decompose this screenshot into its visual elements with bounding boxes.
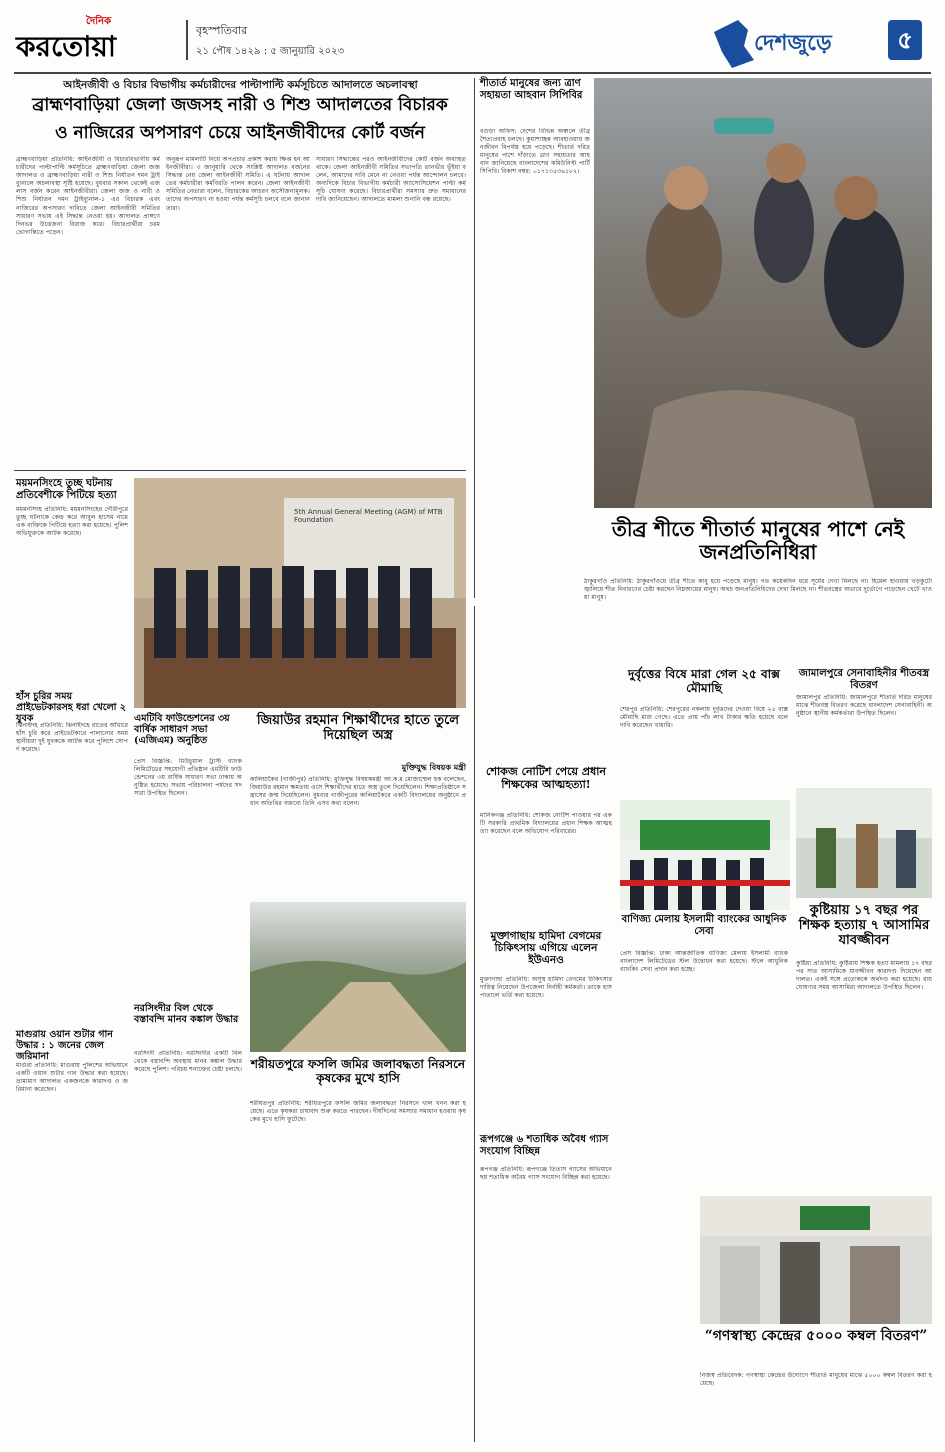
cold-headline: তীব্র শীতে শীতার্ত মানুষের পাশে নেই জনপ্রতিনিধিরা bbox=[611, 517, 905, 564]
kushtia-body: কুষ্টিয়া প্রতিনিধি: কুষ্টিয়ায় শিক্ষক হত্যা মামলায় ১৭ বছর পর সাত আসামিকে যাবজ্জীবন কারাদণ্ড দিয়েছেন আদালত। একই সঙ্গে প্রত্যেককে অর্থদণ্ড করা হয়েছে। রায় ঘোষণার সময় আসামিরা আদালতে উপস্থিত ছিলেন। bbox=[796, 960, 932, 992]
top-rule bbox=[14, 72, 931, 74]
section-rule bbox=[14, 470, 466, 471]
masthead-logo bbox=[16, 14, 186, 64]
lead-headline-2: ও নাজিরের অপসারণ চেয়ে আইনজীবীদের কোর্ট বর্জন bbox=[55, 123, 425, 143]
pirganj-headline: রূপগঞ্জে ৬ শতাধিক অবৈধ গ্যাস সংযোগ বিচ্ছিন্ন bbox=[480, 1134, 609, 1157]
pirganj-body: রূপগঞ্জ প্রতিনিধি: রূপগঞ্জে তিতাস গ্যাসের অভিযানে ছয় শতাধিক অবৈধ গ্যাস সংযোগ বিচ্ছিন্ন করা হয়েছে। bbox=[480, 1166, 612, 1182]
notice-headline: শোকজ নোটিশ পেয়ে প্রধান শিক্ষকের আত্মহত্যা! bbox=[485, 765, 607, 791]
section-banner bbox=[708, 12, 928, 72]
ziaur-headline: জিয়াউর রহমান শিক্ষার্থীদের হাতে তুলে দিয়েছিল অস্ত্র bbox=[256, 713, 460, 743]
masthead-date: ২১ পৌষ ১৪২৯ : ৫ জানুয়ারি ২০২৩ bbox=[196, 46, 345, 57]
jamalpur-photo bbox=[796, 788, 932, 898]
field-illustration bbox=[250, 902, 466, 1052]
theft-headline: হাঁস চুরির সময় প্রাইভেটকারসহ ধরা খেলো ২ যুবক bbox=[16, 691, 126, 724]
murder-body: ময়মনসিংহ প্রতিনিধি: ময়মনসিংহের গৌরীপুরে তুচ্ছ ঘটনাকে কেন্দ্র করে আবুল হাসেম নামে এক ব্যক্তিকে পিটিয়ে হত্যা করা হয়েছে। পুলিশ অভিযুক্তকে আটক করেছে। bbox=[16, 506, 128, 538]
notice-body: মানিকগঞ্জ প্রতিনিধি: শোকজ নোটিশ পাওয়ার পর একটি সরকারি প্রাথমিক বিদ্যালয়ের প্রধান শিক্ষক আত্মহত্যা করেছেন বলে অভিযোগ পরিবারের। bbox=[480, 812, 612, 836]
flood-headline: শরীয়তপুরে ফসলি জমির জলাবদ্ধতা নিরসনে কৃষকের মুখে হাসি bbox=[250, 1057, 466, 1085]
page-number: ৫ bbox=[888, 20, 922, 60]
bank-photo bbox=[620, 800, 790, 910]
field-photo bbox=[250, 902, 466, 1052]
agm-banner-text: 5th Annual General Meeting (AGM) of MTB Foundation bbox=[294, 508, 443, 524]
cold-body: ঠাকুরগাঁও প্রতিনিধি: ঠাকুরগাঁওয়ে তীব্র শীতে কাবু হয়ে পড়েছে মানুষ। গত কয়েকদিন ধরে সূর্যের দেখা মিলছে না। হিমেল হাওয়ায় খড়কুটো জ্বালিয়ে শীত নিবারণের চেষ্টা করছেন নিম্নআয়ের মানুষ। অথচ জনপ্রতিনিধিদের দেখা মিলছে না। শীতবস্ত্রের অভাবে দুর্ভোগে পড়েছেন খেটে খাওয়া মানুষ। bbox=[584, 578, 932, 602]
blanket-body: নিজস্ব প্রতিবেদক: গণস্বাস্থ্য কেন্দ্রের উদ্যোগে শীতার্ত মানুষের মাঝে ৫০০০ কম্বল বিতরণ করা হয়েছে। bbox=[700, 1372, 932, 1388]
blanket-distribution-illustration bbox=[700, 1196, 932, 1324]
agm-body: প্রেস বিজ্ঞপ্তি: মিউচুয়াল ট্রাস্ট ব্যাংক লিমিটেডের সহযোগী প্রতিষ্ঠান এমটিবি ফাউন্ডেশনের ৩য় বার্ষিক সাধারণ সভা ঢাকায় অনুষ্ঠিত হয়েছে। সভায় পরিচালনা পর্ষদের সদস্যরা উপস্থিত ছিলেন। bbox=[134, 758, 242, 798]
distribution-illustration bbox=[796, 788, 932, 898]
lead-col-2: অনুরূপ মামলাটি নিয়ে অপপ্রচার প্রকাশ করায় ক্ষিপ্ত হন আইনজীবীরা। ৩ জানুয়ারি থেকে সংশ্লিষ্ট আদালত বর্জনের সিদ্ধান্ত নেয় জেলা আইনজীবী সমিতি। এ ঘটনায় আদালতের কর্মচারীরা কর্মবিরতি পালন করেন। জেলা আইনজীবী সমিতির নেতারা বলেন, বিচারকের আচরণ অসৌজন্যমূলক। তাদের অপসারণ না হওয়া পর্যন্ত কর্মসূচি চলবে বলে জানান তারা। bbox=[166, 156, 310, 212]
lead-headline-1: ব্রাহ্মণবাড়িয়া জেলা জজসহ নারী ও শিশু আদালতের বিচারক bbox=[32, 95, 448, 115]
bees-headline: দুর্বৃত্তের বিষে মারা গেল ২৫ বাক্স মৌমাছি bbox=[628, 667, 780, 695]
blanket-headline: “গণস্বাস্থ্য কেন্দ্রের ৫০০০ কম্বল বিতরণ” bbox=[704, 1328, 928, 1344]
bees-body: শেরপুর প্রতিনিধি: শেরপুরের নকলায় দুর্বৃত্তদের দেওয়া বিষে ২৫ বাক্স মৌমাছি মারা গেছে। এতে প্রায় পাঁচ লাখ টাকার ক্ষতি হয়েছে বলে দাবি করেছেন খামারি। bbox=[620, 706, 788, 730]
hamida-body: মুক্তাগাছা প্রতিনিধি: অসুস্থ হামিদা বেগমের চিকিৎসার দায়িত্ব নিয়েছেন উপজেলা নির্বাহী কর্মকর্তা। তাকে হাসপাতালে ভর্তি করা হয়েছে। bbox=[480, 976, 612, 1000]
cold-photo bbox=[594, 78, 932, 508]
agm-headline: এমটিবি ফাউন্ডেশনের ৩য় বার্ষিক সাধারণ সভা (এজিএম) অনুষ্ঠিত bbox=[134, 713, 230, 746]
gun-body: মাগুরা প্রতিনিধি: মাগুরায় পুলিশের অভিযানে একটি ওয়ান শুটার গান উদ্ধার করা হয়েছে। ভ্রাম্যমাণ আদালত একজনকে কারাদণ্ড ও জরিমানা করেছেন। bbox=[16, 1062, 128, 1094]
murder-headline: ময়মনসিংহে তুচ্ছ ঘটনায় প্রতিবেশীকে পিটিয়ে হত্যা bbox=[16, 478, 117, 501]
masthead-day: বৃহস্পতিবার bbox=[196, 24, 248, 37]
lead-col-3: সাধারণ সিদ্ধান্তের পরও আইনজীবীদের কোর্ট বর্জন অব্যাহত থাকে। জেলা আইনজীবী সমিতির সভাপতি তানভীর ভূঁইয়া বলেন, আমাদের দাবি মেনে না নেওয়া পর্যন্ত আন্দোলন চলবে। অন্যদিকে বিচার বিভাগীয় কর্মচারী অ্যাসোসিয়েশন পাল্টা কর্মসূচি ঘোষণা করেছে। বিচারপ্রার্থীরা সমস্যার দ্রুত সমাধানের দাবি জানিয়েছেন। আদালতে মামলা শুনানি বন্ধ রয়েছে। bbox=[316, 156, 466, 204]
narsingdi-headline: নরসিংদীর বিল থেকে বস্তাবন্দি মানব কঙ্কাল উদ্ধার bbox=[134, 1003, 239, 1025]
bank-body: প্রেস বিজ্ঞপ্তি: ঢাকা আন্তর্জাতিক বাণিজ্য মেলায় ইসলামী ব্যাংক বাংলাদেশ লিমিটেডের স্টল উদ্বোধন করা হয়েছে। স্টলে আধুনিক ব্যাংকিং সেবা প্রদান করা হচ্ছে। bbox=[620, 950, 788, 974]
bank-headline: বাণিজ্য মেলায় ইসলামী ব্যাংকের আধুনিক সেবা bbox=[621, 914, 787, 937]
lead-kicker: আইনজীবী ও বিচার বিভাগীয় কর্মচারীদের পাল্টাপাল্টি কর্মসূচিতে আদালতে অচলাবস্থা bbox=[63, 79, 418, 91]
gun-headline: মাগুরায় ওয়ান শুটার গান উদ্ধার : ১ জনের জেল জরিমানা bbox=[16, 1029, 113, 1062]
col-divider bbox=[474, 78, 475, 598]
masthead-divider bbox=[186, 20, 188, 60]
section-title: দেশজুড়ে bbox=[754, 30, 832, 56]
agm-photo bbox=[134, 478, 466, 708]
bank-stall-illustration bbox=[620, 800, 790, 910]
jamalpur-body: জামালপুর প্রতিনিধি: জামালপুরে শীতার্ত দরিদ্র মানুষের মাঝে শীতবস্ত্র বিতরণ করেছে বাংলাদেশ সেনাবাহিনী। অনুষ্ঠানে স্থানীয় কর্মকর্তারা উপস্থিত ছিলেন। bbox=[796, 694, 932, 718]
flood-body: শরীয়তপুর প্রতিনিধি: শরীয়তপুরে ফসলি জমির জলাবদ্ধতা নিরসনে খাল খনন করা হয়েছে। এতে কৃষকরা চাষাবাদ শুরু করতে পারছেন। দীর্ঘদিনের সমস্যার সমাধান হওয়ায় কৃষকের মুখে হাসি ফুটেছে। bbox=[250, 1100, 466, 1124]
jamalpur-headline: জামালপুরে সেনাবাহিনীর শীতবস্ত্র বিতরণ bbox=[798, 668, 930, 691]
masthead-small: দৈনিক bbox=[86, 16, 112, 27]
hamida-headline: মুক্তাগাছায় হামিদা বেগমের চিকিৎসায় এগিয়ে এলেন ইউএনও bbox=[490, 930, 602, 967]
col-divider-2 bbox=[474, 606, 475, 1442]
kushtia-headline: কুষ্টিয়ায় ১৭ বছর পর শিক্ষক হত্যায় ৭ আসামির যাবজ্জীবন bbox=[798, 903, 930, 948]
theft-body: ঝিনাইদহ প্রতিনিধি: ঝিনাইদহে রাতের আঁধারে হাঁস চুরি করে প্রাইভেটকারে পালানোর সময় স্থানীয়রা দুই যুবককে আটক করে পুলিশে সোপর্দ করেছে। bbox=[16, 722, 128, 754]
relief-body: বগুড়া অফিস: দেশের বিভিন্ন অঞ্চলে তীব্র শৈত্যপ্রবাহ চলছে। কুয়াশাচ্ছন্ন আবহাওয়ায় জনজীবন বিপর্যস্ত হয়ে পড়েছে। শীতার্ত দরিদ্র মানুষের পাশে দাঁড়াতে ত্রাণ সহায়তার আহবান জানিয়েছে বাংলাদেশের কমিউনিস্ট পার্টি সিপিবি। বিকাশ নম্বর: ০১৭১৩৫৩৬১৮২। bbox=[480, 128, 590, 176]
relief-headline: শীতার্ত মানুষের জন্য ত্রাণ সহায়তা আহবান সিপিবির bbox=[480, 78, 583, 101]
ziaur-tag: মুক্তিযুদ্ধ বিষয়ক মন্ত্রী bbox=[401, 763, 466, 772]
blanket-photo bbox=[700, 1196, 932, 1324]
people-by-fire-illustration bbox=[594, 78, 932, 508]
narsingdi-body: নরসিংদী প্রতিনিধি: নরসিংদীর একটি বিল থেকে বস্তাবন্দি অবস্থায় মানব কঙ্কাল উদ্ধার করেছে পুলিশ। পরিচয় শনাক্তের চেষ্টা চলছে। bbox=[134, 1050, 242, 1074]
lead-col-1: ব্রাহ্মণবাড়িয়া প্রতিনিধি: আইনজীবী ও বিচারবিভাগীয় কর্মচারীদের পাল্টাপাল্টি কর্মসূচিতে ব্রাহ্মণবাড়িয়া জেলা জজ আদালত ও ব্রাহ্মণবাড়িয়া নারী ও শিশু নির্যাতন দমন ট্রাইব্যুনালে অচলাবস্থা সৃষ্টি হয়েছে। বুধবার সকাল থেকেই এজলাস বর্জন করেন আইনজীবীরা। জেলা জজ ও নারী ও শিশু নির্যাতন দমন ট্রাইব্যুনাল-১ এর বিচারক এবং নাজিরের অপসারণ দাবিতে জেলা আইনজীবী সমিতির সাধারণ সভায় এই সিদ্ধান্ত নেওয়া হয়। আদালত প্রাঙ্গণে দিনভর উত্তেজনা বিরাজ করে। বিচারপ্রার্থীরা চরম ভোগান্তিতে পড়েন। bbox=[16, 156, 160, 236]
ziaur-body: কালিয়াকৈর (গাজীপুর) প্রতিনিধি: মুক্তিযুদ্ধ বিষয়কমন্ত্রী আ.ক.ম মোজাম্মেল হক বলেছেন, জিয়াউর রহমান ক্ষমতায় এসে শিক্ষার্থীদের হাতে অস্ত্র তুলে দিয়েছিলেন। শিক্ষাপ্রতিষ্ঠানে সন্ত্রাসের জন্ম দিয়েছিলেন। বুধবার গাজীপুরের কালিয়াকৈরে একটি বিদ্যালয়ের অনুষ্ঠানে প্রধান অতিথির বক্তব্যে তিনি এসব কথা বলেন। bbox=[250, 776, 466, 808]
masthead-name: করতোয়া bbox=[16, 30, 116, 63]
